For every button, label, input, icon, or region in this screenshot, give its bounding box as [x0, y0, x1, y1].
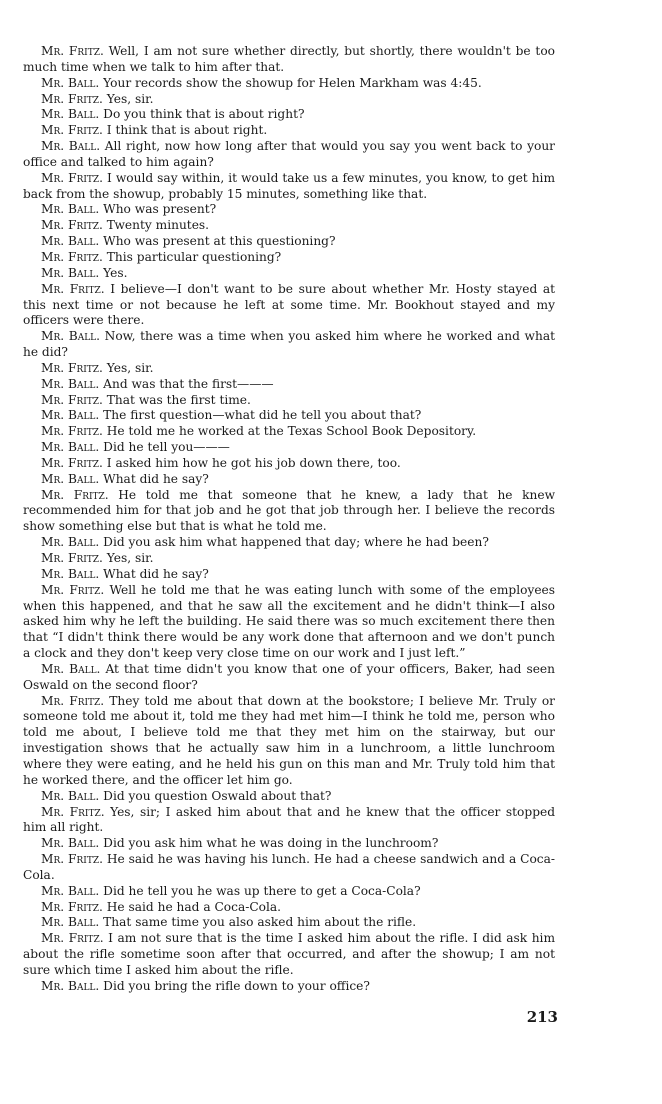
testimony-paragraph [23, 488, 555, 536]
speaker-label: Mr. Fritz. [41, 91, 103, 106]
testimony-text [23, 44, 555, 995]
testimony-paragraph [23, 377, 555, 393]
testimony-paragraph [23, 551, 555, 567]
testimony-paragraph [23, 123, 555, 139]
utterance-text: Well, I am not sure whether directly, but shortly, there wouldn't be too much time when we talk to him after that. [23, 44, 555, 74]
utterance-text: He told me he worked at the Texas School Book Depository. [106, 424, 477, 439]
utterance-text: He told me that someone that he knew, a lady that he knew recommended him for that job and he got that job through her. I believe the records show something else but that is what he told me. [23, 487, 556, 534]
testimony-paragraph [23, 329, 555, 361]
testimony-paragraph [23, 408, 555, 424]
testimony-paragraph [23, 979, 555, 995]
testimony-paragraph [23, 472, 555, 488]
speaker-label: Mr. Ball. [41, 535, 100, 550]
speaker-label: Mr. Ball. [41, 883, 100, 898]
speaker-label: Mr. Fritz. [41, 551, 103, 565]
speaker-label: Mr. Ball. [41, 566, 100, 581]
speaker-label: Mr. Ball. [41, 440, 100, 455]
speaker-label: Mr. Ball. [41, 788, 100, 803]
speaker-label: Mr. Fritz. [41, 931, 104, 946]
utterance-text: Did you ask him what he was doing in the lunchroom? [103, 836, 439, 851]
speaker-label: Mr. Ball. [41, 107, 100, 122]
utterance-text: What did he say? [103, 471, 209, 486]
utterance-text: Did you bring the rifle down to your office? [103, 978, 370, 993]
speaker-label: Mr. Ball. [41, 376, 100, 391]
testimony-paragraph [23, 884, 555, 900]
testimony-paragraph [23, 931, 555, 979]
speaker-label: Mr. Fritz. [41, 123, 103, 138]
utterance-text: Now, there was a time when you asked him where he worked and what he did? [23, 329, 556, 360]
testimony-paragraph [23, 139, 555, 171]
testimony-paragraph [23, 662, 555, 694]
testimony-paragraph [23, 915, 555, 931]
utterance-text: At that time didn't you know that one of your officers, Baker, had seen Oswald on the second floor? [23, 661, 555, 692]
testimony-paragraph [23, 361, 555, 377]
testimony-paragraph [23, 218, 555, 234]
utterance-text: Yes, sir; I asked him about that and he knew that the officer stopped him all right. [23, 804, 556, 835]
utterance-text: Did you question Oswald about that? [103, 788, 332, 803]
testimony-paragraph [23, 424, 555, 440]
testimony-paragraph [23, 393, 555, 409]
testimony-paragraph [23, 92, 555, 108]
utterance-text: Well he told me that he was eating lunch with some of the employees when this happened, and that he saw all the excitement and he didn't think—I also asked him why he left the building. He said there was so much excitement there then that “I didn't think there would be any work done that afternoon and we don't punch a clock and they don't keep very close time on our work and I just left.” [23, 582, 556, 661]
page-number: 213 [526, 1008, 558, 1026]
utterance-text: The first question—what did he tell you about that? [103, 408, 422, 423]
testimony-paragraph [23, 107, 555, 123]
speaker-label: Mr. Ball. [41, 915, 100, 930]
speaker-label: Mr. Ball. [41, 978, 100, 993]
testimony-paragraph [23, 852, 555, 884]
utterance-text: Who was present? [103, 202, 217, 217]
testimony-paragraph [23, 456, 555, 472]
testimony-paragraph [23, 900, 555, 916]
speaker-label: Mr. Fritz. [41, 487, 109, 502]
utterance-text: Yes, sir. [106, 551, 154, 565]
utterance-text: Did you ask him what happened that day; where he had been? [103, 535, 489, 550]
speaker-label: Mr. Ball. [41, 471, 100, 486]
testimony-paragraph [23, 583, 555, 662]
speaker-label: Mr. Ball. [41, 202, 100, 217]
speaker-label: Mr. Fritz. [41, 899, 103, 914]
utterance-text: Do you think that is about right? [103, 107, 305, 122]
speaker-label: Mr. Ball. [41, 265, 100, 280]
speaker-label: Mr. Ball. [41, 661, 101, 676]
utterance-text: Did he tell you he was up there to get a Coca-Cola? [103, 883, 421, 898]
speaker-label: Mr. Ball. [41, 836, 100, 851]
utterance-text: Yes, sir. [106, 360, 154, 375]
utterance-text: Your records show the showup for Helen Markham was 4:45. [103, 75, 482, 90]
speaker-label: Mr. Fritz. [41, 360, 103, 375]
utterance-text: I think that is about right. [106, 123, 268, 138]
speaker-label: Mr. Fritz. [41, 582, 105, 597]
speaker-label: Mr. Ball. [41, 408, 100, 423]
testimony-paragraph [23, 202, 555, 218]
testimony-paragraph [23, 76, 555, 92]
speaker-label: Mr. Fritz. [41, 804, 105, 819]
utterance-text: That was the first time. [106, 392, 251, 407]
testimony-paragraph [23, 250, 555, 266]
speaker-label: Mr. Fritz. [41, 281, 105, 296]
speaker-label: Mr. Fritz. [41, 693, 105, 708]
utterance-text: That same time you also asked him about the rifle. [103, 915, 417, 930]
testimony-paragraph [23, 266, 555, 282]
utterance-text: I am not sure that is the time I asked him about the rifle. I did ask him about the rifle sometime soon after that occurred, and after the showup; I am not sure which time I asked him about the rifle. [23, 931, 556, 977]
testimony-paragraph [23, 440, 555, 456]
speaker-label: Mr. Fritz. [41, 455, 103, 470]
utterance-text: Who was present at this questioning? [103, 234, 336, 249]
speaker-label: Mr. Ball. [41, 139, 101, 154]
speaker-label: Mr. Fritz. [41, 249, 103, 264]
utterance-text: Yes. [103, 265, 128, 280]
testimony-paragraph [23, 535, 555, 551]
utterance-text: This particular questioning? [106, 249, 282, 264]
speaker-label: Mr. Fritz. [41, 44, 104, 58]
speaker-label: Mr. Ball. [41, 75, 100, 90]
utterance-text: They told me about that down at the bookstore; I believe Mr. Truly or someone told me about it, told me they had met him—I think he told me, person who told me about, I believe told me that they met him on the stairway, but our investigation shows that he actually saw him in a lunchroom, a little lunchroom where they were eating, and he held his gun on this man and Mr. Truly told him that he worked there, and the officer let him go. [23, 693, 555, 787]
testimony-paragraph [23, 44, 555, 76]
utterance-text: He said he had a Coca-Cola. [106, 899, 282, 914]
utterance-text: I would say within, it would take us a few minutes, you know, to get him back from the showup, probably 15 minutes, something like that. [23, 170, 556, 201]
testimony-paragraph [23, 234, 555, 250]
testimony-paragraph [23, 789, 555, 805]
utterance-text: Yes, sir. [106, 91, 154, 106]
utterance-text: Did he tell you——— [103, 440, 230, 455]
utterance-text: He said he was having his lunch. He had a cheese sandwich and a Coca-Cola. [23, 852, 556, 882]
utterance-text: All right, now how long after that would you say you went back to your office and talked to him again? [23, 139, 556, 169]
speaker-label: Mr. Ball. [41, 234, 100, 249]
utterance-text: I believe—I don't want to be sure about whether Mr. Hosty stayed at this next time or not because he left at some time. Mr. Bookhout stayed and my officers were there. [23, 281, 556, 328]
testimony-paragraph [23, 805, 555, 837]
utterance-text: And was that the first——— [103, 376, 274, 391]
utterance-text: What did he say? [103, 566, 209, 581]
speaker-label: Mr. Ball. [41, 329, 101, 344]
testimony-paragraph [23, 171, 555, 203]
utterance-text: I asked him how he got his job down there, too. [106, 455, 401, 470]
testimony-paragraph [23, 694, 555, 789]
speaker-label: Mr. Fritz. [41, 424, 103, 439]
speaker-label: Mr. Fritz. [41, 392, 103, 407]
speaker-label: Mr. Fritz. [41, 170, 104, 185]
speaker-label: Mr. Fritz. [41, 218, 103, 233]
speaker-label: Mr. Fritz. [41, 852, 103, 867]
testimony-paragraph [23, 567, 555, 583]
testimony-paragraph [23, 282, 555, 330]
testimony-paragraph [23, 836, 555, 852]
utterance-text: Twenty minutes. [106, 218, 210, 233]
